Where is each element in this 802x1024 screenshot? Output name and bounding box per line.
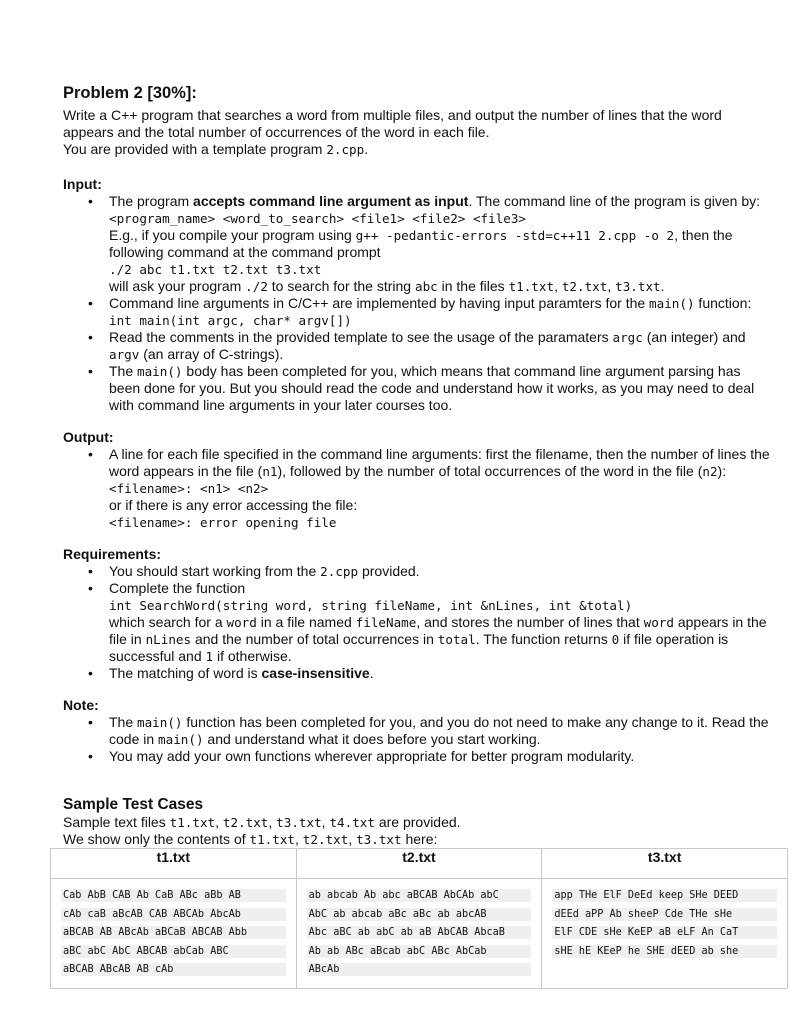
command-example: ./2 abc t1.txt t2.txt t3.txt (109, 262, 322, 277)
file-line: Abc aBC ab abC ab aB AbCAB AbcaB (307, 926, 532, 939)
note-bullet-1: • The main() function has been completed for you, and you do not need to make any change to it. Read the code in main() and understand what it does before you start working. (109, 714, 772, 748)
output-list (63, 446, 772, 531)
file-line: sHE hE KEeP he SHE dEED ab she (552, 945, 777, 958)
input-bullet-3: • Read the comments in the provided template to see the usage of the paramaters argc (an integer) and argv (an array of C-strings). (109, 329, 772, 363)
note-heading: Note: (63, 697, 99, 713)
intro-template-line: You are provided with a template program 2.cpp. (63, 141, 369, 157)
output-bullet-1: • A line for each file specified in the command line arguments: first the filename, then the number of lines the word appears in the file (n1), followed by the number of total occurrences of the word in the file (n2): <filename>: <n1> <n2> or if there is any error accessing the file: <filename>: error opening file (109, 446, 772, 531)
searchword-signature: int SearchWord(string word, string fileName, int &nLines, int &total) (109, 598, 633, 613)
output-heading: Output: (63, 429, 114, 445)
file-line: aBCAB ABcAB AB cAb (61, 963, 286, 976)
file-line: cAb caB aBcAB CAB ABCAb AbcAb (61, 908, 286, 921)
input-list (63, 193, 772, 414)
input-section (63, 176, 772, 414)
error-format: <filename>: error opening file (109, 515, 337, 530)
req-bullet-2: • Complete the function int SearchWord(string word, string fileName, int &nLines, int &total) which search for a word in a file named fileName, and stores the number of lines that word appears in the file in nLines and the number of total occurrences in total. The function returns 0 if file operation is successful and 1 if otherwise. (109, 580, 772, 665)
file-line: ElF CDE sHe KeEP aB eLF An CaT (552, 926, 777, 939)
requirements-heading: Requirements: (63, 546, 162, 562)
input-bullet-4: • The main() body has been completed for you, which means that command line argument parsing has been done for you. But you should read the code and understand how it works, as you may need to deal with command line arguments in your later courses too. (109, 363, 772, 414)
req-bullet-1: • You should start working from the 2.cpp provided. (109, 563, 772, 580)
file-line: aBCAB AB ABcAb aBCaB ABCAB Abb (61, 926, 286, 939)
header-t1: t1.txt (51, 849, 297, 879)
output-format: <filename>: <n1> <n2> (109, 481, 269, 496)
problem-title: Problem 2 [30%]: (63, 84, 197, 102)
input-heading: Input: (63, 176, 102, 192)
note-bullet-2: • You may add your own functions wherever appropriate for better program modularity. (109, 748, 772, 765)
header-t2: t2.txt (296, 849, 542, 879)
file-line: Cab AbB CAB Ab CaB ABc aBb AB (61, 889, 286, 902)
t3-contents (542, 879, 788, 989)
requirements-list (63, 563, 772, 682)
requirements-section (63, 546, 772, 682)
input-bullet-1: • The program accepts command line argument as input. The command line of the program is given by: <program_name> <word_to_search> <file1> <file2> <file3> E.g., if you compile your program using g++ -pedantic-errors -std=c++11 2.cpp -o 2, then the following command at the command prompt ./2 abc t1.txt t2.txt t3.txt will ask your program ./2 to search for the string abc in the files t1.txt, t2.txt, t3.txt. (109, 193, 772, 295)
intro-section (63, 107, 772, 158)
file-line: ab abcab Ab abc aBCAB AbCAb abC (307, 889, 532, 902)
file-line: ABcAb (307, 963, 532, 976)
note-list (63, 714, 772, 765)
file-line: dEEd aPP Ab sheeP Cde THe sHe (552, 908, 777, 921)
samples-line-1: Sample text files t1.txt, t2.txt, t3.txt, t4.txt are provided. (63, 814, 461, 830)
file-line: app THe ElF DeEd keep SHe DEED (552, 889, 777, 902)
main-signature: int main(int argc, char* argv[]) (109, 313, 352, 328)
samples-heading: Sample Test Cases (63, 796, 204, 813)
input-bullet-2: • Command line arguments in C/C++ are implemented by having input paramters for the main() function: int main(int argc, char* argv[]) (109, 295, 772, 329)
file-line: Ab ab ABc aBcab abC ABc AbCab (307, 945, 532, 958)
file-line: aBC abC AbC ABCAB abCab ABC (61, 945, 286, 958)
req-bullet-3: • The matching of word is case-insensitive. (109, 665, 772, 682)
t1-contents (51, 879, 297, 989)
samples-line-2: We show only the contents of t1.txt, t2.txt, t3.txt here: (63, 831, 438, 847)
file-line: AbC ab abcab aBc aBc ab abcAB (307, 908, 532, 921)
table-row (51, 879, 788, 989)
sample-files-table (50, 848, 788, 989)
t2-contents (296, 879, 542, 989)
table-header-row (51, 849, 788, 879)
output-section (63, 429, 772, 531)
intro-text: Write a C++ program that searches a word from multiple files, and output the number of lines that the word appears and the total number of occurrences of the word in each file. (63, 107, 722, 140)
header-t3: t3.txt (542, 849, 788, 879)
samples-intro (63, 814, 772, 848)
note-section (63, 697, 772, 765)
